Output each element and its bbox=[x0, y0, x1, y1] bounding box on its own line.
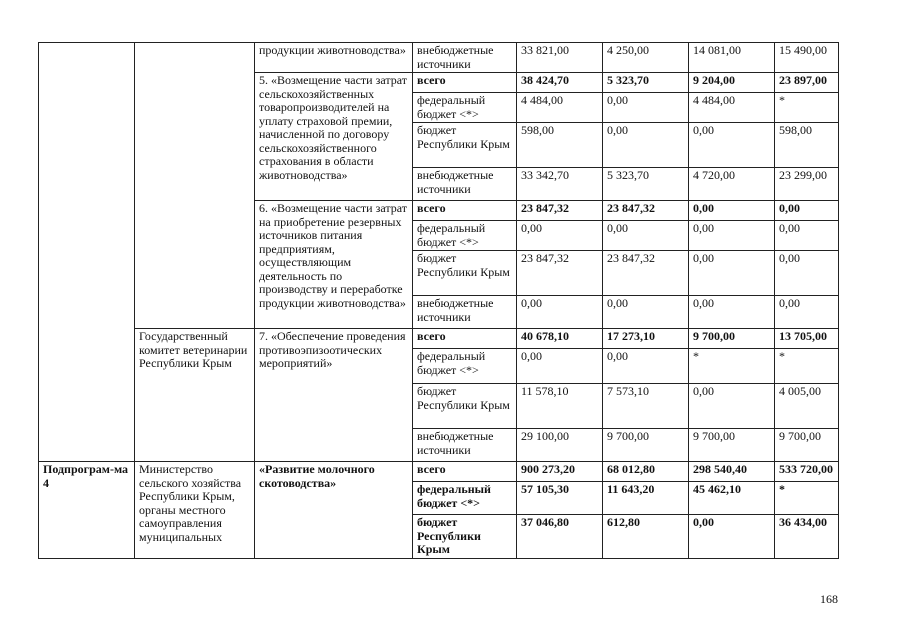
funding-source: всего bbox=[413, 73, 517, 93]
amount: 0,00 bbox=[603, 123, 689, 168]
amount: * bbox=[689, 349, 775, 384]
table-row bbox=[39, 462, 839, 482]
amount: 0,00 bbox=[689, 221, 775, 251]
amount: 23 847,32 bbox=[517, 201, 603, 221]
funding-source: бюджет Республики Крым bbox=[413, 251, 517, 296]
amount: 598,00 bbox=[517, 123, 603, 168]
amount: 5 323,70 bbox=[603, 168, 689, 201]
page-number: 168 bbox=[820, 592, 838, 606]
amount: 23 847,32 bbox=[603, 201, 689, 221]
amount: 40 678,10 bbox=[517, 329, 603, 349]
amount: 36 434,00 bbox=[775, 515, 839, 559]
amount: 9 700,00 bbox=[689, 429, 775, 462]
amount: 0,00 bbox=[517, 221, 603, 251]
table-row bbox=[39, 43, 839, 73]
funding-source: федеральный бюджет <*> bbox=[413, 482, 517, 515]
amount: 7 573,10 bbox=[603, 384, 689, 429]
amount: 0,00 bbox=[775, 221, 839, 251]
funding-source: всего bbox=[413, 329, 517, 349]
amount: 0,00 bbox=[689, 515, 775, 559]
amount: * bbox=[775, 349, 839, 384]
funding-source: бюджет Республики Крым bbox=[413, 384, 517, 429]
funding-source: федеральный бюджет <*> bbox=[413, 221, 517, 251]
table-row bbox=[39, 329, 839, 349]
amount: 0,00 bbox=[689, 384, 775, 429]
amount: 0,00 bbox=[775, 296, 839, 329]
amount: 13 705,00 bbox=[775, 329, 839, 349]
amount: 33 342,70 bbox=[517, 168, 603, 201]
amount: 0,00 bbox=[603, 221, 689, 251]
amount: 533 720,00 bbox=[775, 462, 839, 482]
measure-name: 5. «Возмещение части затрат сельскохозяйственных товаропроизводителей на уплату страховой премии, начисленной по договору сельскохозяйственного страхования в области животноводства» bbox=[255, 73, 413, 201]
funding-source: федеральный бюджет <*> bbox=[413, 93, 517, 123]
amount: 37 046,80 bbox=[517, 515, 603, 559]
amount: 5 323,70 bbox=[603, 73, 689, 93]
amount: 9 700,00 bbox=[775, 429, 839, 462]
amount: 0,00 bbox=[689, 201, 775, 221]
amount: 57 105,30 bbox=[517, 482, 603, 515]
responsible-empty bbox=[135, 43, 255, 329]
budget-table bbox=[38, 42, 839, 559]
amount: 4 720,00 bbox=[689, 168, 775, 201]
amount: 4 250,00 bbox=[603, 43, 689, 73]
amount: 15 490,00 bbox=[775, 43, 839, 73]
amount: 298 540,40 bbox=[689, 462, 775, 482]
amount: 4 484,00 bbox=[689, 93, 775, 123]
amount: 17 273,10 bbox=[603, 329, 689, 349]
funding-source: всего bbox=[413, 201, 517, 221]
amount: 9 700,00 bbox=[603, 429, 689, 462]
measure-name: продукции животноводства» bbox=[255, 43, 413, 73]
amount: 23 299,00 bbox=[775, 168, 839, 201]
amount: 45 462,10 bbox=[689, 482, 775, 515]
amount: * bbox=[775, 93, 839, 123]
amount: 11 643,20 bbox=[603, 482, 689, 515]
funding-source: внебюджетные источники bbox=[413, 168, 517, 201]
amount: 0,00 bbox=[775, 251, 839, 296]
funding-source: внебюджетные источники bbox=[413, 43, 517, 73]
amount: 29 100,00 bbox=[517, 429, 603, 462]
amount: 0,00 bbox=[603, 296, 689, 329]
amount: 38 424,70 bbox=[517, 73, 603, 93]
funding-source: федеральный бюджет <*> bbox=[413, 349, 517, 384]
amount: 0,00 bbox=[603, 349, 689, 384]
subprogram-label-empty bbox=[39, 43, 135, 462]
amount: 0,00 bbox=[517, 349, 603, 384]
amount: 0,00 bbox=[689, 296, 775, 329]
subprogram-label: Подпрограм-ма 4 bbox=[39, 462, 135, 559]
funding-source: всего bbox=[413, 462, 517, 482]
funding-source: внебюджетные источники bbox=[413, 296, 517, 329]
amount: 4 005,00 bbox=[775, 384, 839, 429]
amount: 598,00 bbox=[775, 123, 839, 168]
amount: 9 700,00 bbox=[689, 329, 775, 349]
amount: 23 897,00 bbox=[775, 73, 839, 93]
amount: 0,00 bbox=[603, 93, 689, 123]
amount: 11 578,10 bbox=[517, 384, 603, 429]
amount: 0,00 bbox=[517, 296, 603, 329]
funding-source: внебюджетные источники bbox=[413, 429, 517, 462]
measure-name: 7. «Обеспечение проведения противоэпизоотических мероприятий» bbox=[255, 329, 413, 462]
amount: 4 484,00 bbox=[517, 93, 603, 123]
amount: 900 273,20 bbox=[517, 462, 603, 482]
funding-source: бюджет Республики Крым bbox=[413, 123, 517, 168]
amount: 0,00 bbox=[775, 201, 839, 221]
amount: 68 012,80 bbox=[603, 462, 689, 482]
amount: 612,80 bbox=[603, 515, 689, 559]
funding-source: бюджет Республики Крым bbox=[413, 515, 517, 559]
amount: 14 081,00 bbox=[689, 43, 775, 73]
amount: 0,00 bbox=[689, 123, 775, 168]
measure-name: «Развитие молочного скотоводства» bbox=[255, 462, 413, 559]
amount: * bbox=[775, 482, 839, 515]
responsible-ministry: Министерство сельского хозяйства Республики Крым, органы местного самоуправления муниципальных bbox=[135, 462, 255, 559]
amount: 23 847,32 bbox=[603, 251, 689, 296]
measure-name: 6. «Возмещение части затрат на приобретение резервных источников питания предприятиям, осуществляющим деятельность по производству и переработке продукции животноводства» bbox=[255, 201, 413, 329]
amount: 33 821,00 bbox=[517, 43, 603, 73]
amount: 9 204,00 bbox=[689, 73, 775, 93]
responsible-vet-committee: Государственный комитет ветеринарии Республики Крым bbox=[135, 329, 255, 462]
amount: 0,00 bbox=[689, 251, 775, 296]
amount: 23 847,32 bbox=[517, 251, 603, 296]
